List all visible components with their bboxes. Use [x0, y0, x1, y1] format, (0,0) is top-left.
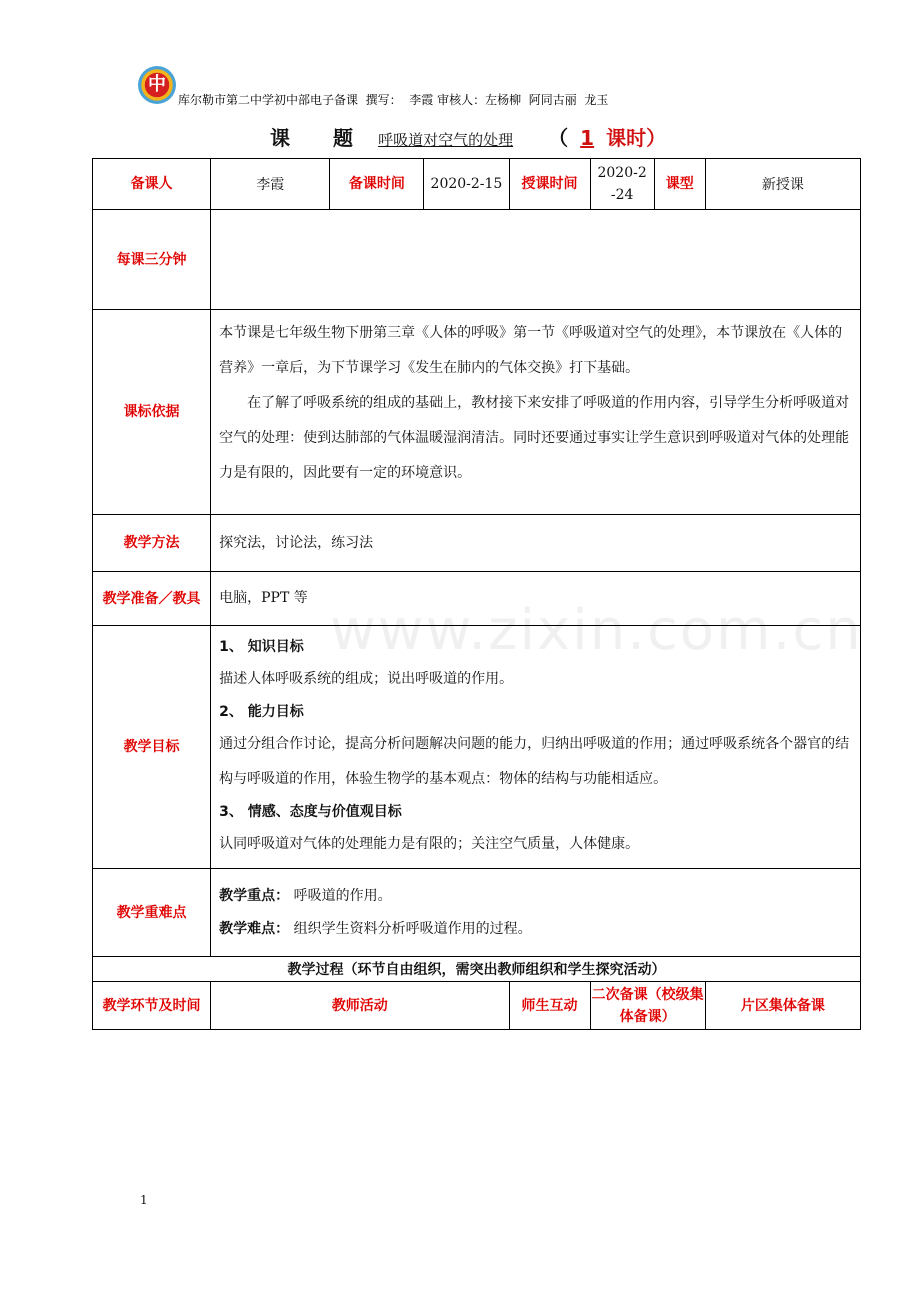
title-topic: 呼吸道对空气的处理 — [378, 131, 514, 149]
goal-1-body: 描述人体呼吸系统的组成；说出呼吸道的作用。 — [219, 671, 514, 687]
process-col-stage: 教学环节及时间 — [93, 982, 211, 1030]
standard-paragraph-1: 本节课是七年级生物下册第三章《人体的呼吸》第一节《呼吸道对空气的处理》，本节课放在《人体的营养》一章后，为下节课学习《发生在肺内的气体交换》打下基础。 — [219, 325, 843, 376]
process-col-teacher: 教师活动 — [211, 982, 509, 1030]
hours-unit: 课时） — [606, 126, 667, 150]
key-point-text: 呼吸道的作用。 — [289, 887, 392, 904]
difficulty-label: 教学难点： — [219, 920, 290, 937]
school-logo-icon — [138, 66, 176, 104]
difficulty-text: 组织学生资料分析呼吸道作用的过程。 — [289, 920, 532, 937]
prep-row — [93, 572, 861, 626]
teach-time-line2: -24 — [610, 187, 634, 203]
teach-time-label: 授课时间 — [509, 159, 590, 210]
difficulty-line — [219, 913, 852, 946]
goals-label: 教学目标 — [93, 626, 211, 869]
three-minutes-label: 每课三分钟 — [93, 210, 211, 310]
document-header — [138, 64, 778, 108]
hours-open: （ — [548, 126, 569, 150]
prep-time-label: 备课时间 — [330, 159, 424, 210]
process-col-interaction: 师生互动 — [509, 982, 590, 1030]
lesson-title — [270, 122, 666, 152]
method-content: 探究法，讨论法，练习法 — [211, 515, 861, 572]
goal-1-title: 1、 知识目标 — [219, 639, 304, 655]
key-point-label: 教学重点： — [219, 887, 290, 904]
key-point-line — [219, 880, 852, 913]
watermark: www.zixin.com.cn — [330, 598, 863, 663]
type-label: 课型 — [654, 159, 705, 210]
goal-2-body: 通过分组合作讨论，提高分析问题解决问题的能力，归纳出呼吸道的作用；通过呼吸系统各个器官的结构与呼吸道的作用，体验生物学的基本观点：物体的结构与功能相适应。 — [219, 736, 850, 787]
standard-content — [211, 310, 861, 515]
prep-time-value: 2020-2-15 — [424, 159, 509, 210]
standard-label: 课标依据 — [93, 310, 211, 515]
preparer-label: 备课人 — [93, 159, 211, 210]
prep-label: 教学准备／教具 — [93, 572, 211, 626]
goal-2-title: 2、 能力目标 — [219, 704, 304, 720]
method-row — [93, 515, 861, 572]
keypoints-label: 教学重难点 — [93, 869, 211, 957]
process-title-row — [93, 957, 861, 982]
standard-row — [93, 310, 861, 515]
teach-time-line1: 2020-2 — [597, 165, 647, 181]
method-label: 教学方法 — [93, 515, 211, 572]
logo-text: 中 — [148, 74, 166, 95]
keypoints-content — [211, 869, 861, 957]
goal-3-title: 3、 情感、态度与价值观目标 — [219, 804, 402, 820]
lesson-plan-table — [92, 158, 861, 1030]
title-label: 课 题 — [270, 126, 371, 150]
header-text: 库尔勒市第二中学初中部电子备课 撰写： 李霞 审核人：左杨柳 阿同古丽 龙玉 — [178, 93, 609, 107]
page-number: 1 — [140, 1193, 148, 1207]
goals-row — [93, 626, 861, 869]
teach-time-value — [590, 159, 654, 210]
three-minutes-row — [93, 210, 861, 310]
type-value: 新授课 — [705, 159, 860, 210]
hours-number: 1 — [580, 126, 595, 150]
preparer-value: 李霞 — [211, 159, 330, 210]
goals-content — [211, 626, 861, 869]
process-title: 教学过程（环节自由组织，需突出教师组织和学生探究活动） — [93, 957, 861, 982]
goal-3-body: 认同呼吸道对气体的处理能力是有限的；关注空气质量，人体健康。 — [219, 836, 640, 852]
info-row — [93, 159, 861, 210]
process-col-district-prep: 片区集体备课 — [705, 982, 860, 1030]
three-minutes-content — [211, 210, 861, 310]
prep-content: 电脑，PPT 等 — [211, 572, 861, 626]
process-header-row — [93, 982, 861, 1030]
standard-paragraph-2: 在了解了呼吸系统的组成的基础上，教材接下来安排了呼吸道的作用内容，引导学生分析呼吸道对空气的处理：使到达肺部的气体温暖湿润清洁。同时还要通过事实让学生意识到呼吸道对气体的处理能力是有限的，因此要有一定的环境意识。 — [219, 395, 850, 481]
keypoints-row — [93, 869, 861, 957]
process-col-second-prep: 二次备课（校级集体备课） — [590, 982, 705, 1030]
title-hours — [548, 126, 666, 150]
